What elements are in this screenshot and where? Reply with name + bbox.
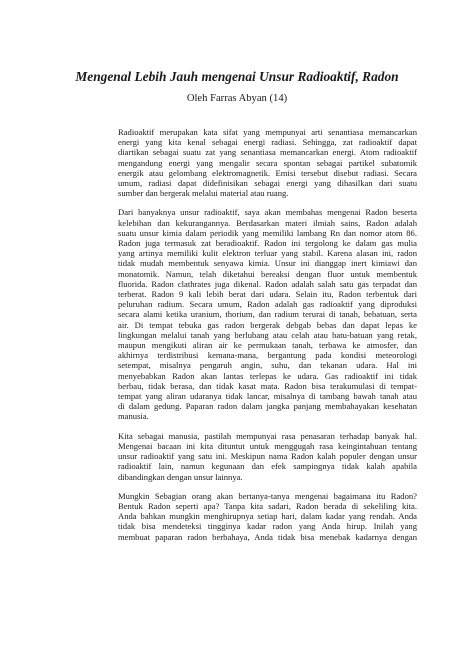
paragraph-line: manusia. xyxy=(118,411,149,422)
paragraph-line: menyebabkan Radon akan lantas terlepas ke udara. Gas radioaktif ini tidak xyxy=(118,370,417,381)
paragraph-line: Radon juga termasuk zat beradioaktif. Radon ini tergolong ke dalam gas mulia xyxy=(118,238,417,249)
paragraph-line: yang artinya memiliki kulit elektron terluar yang stabil. Karena alasan ini, radon xyxy=(118,248,417,259)
paragraph-line: umum, radiasi dapat didefinisikan sebagai energi yang dihasilkan dari suatu xyxy=(118,178,417,189)
paragraph-line: mengandung energi yang mengalir secara spontan sebagai partikel subatomik xyxy=(118,157,417,168)
paragraph-line: tidak bisa mendeteksi tingginya kadar radon yang Anda hirup. Inilah yang xyxy=(118,521,417,532)
paragraph-line: energik atau gelombang elektromagnetik. Emisi tersebut disebut radiasi. Secara xyxy=(118,167,417,178)
paragraph-line: monatomik. Namun, telah diketahui bereaksi dengan fluor untuk membentuk xyxy=(118,268,417,279)
paragraph-line: lingkungan melalui tanah yang berlubang atau celah atau batu-batuan yang retak, xyxy=(118,329,417,340)
paragraph-line: Kita sebagai manusia, pastilah mempunyai rasa penasaran terhadap banyak hal. xyxy=(118,430,417,441)
paragraph-line: Radioaktif merupakan kata sifat yang mempunyai arti senantiasa memancarkan xyxy=(118,127,417,137)
document-body xyxy=(118,127,417,551)
paragraph-line: membuat paparan radon berbahaya, Anda tidak bisa menebak kadarnya dengan xyxy=(118,531,417,542)
paragraph-line: Dari banyaknya unsur radioaktif, saya akan membahas mengenai Radon beserta xyxy=(118,207,417,218)
document-title: Mengenal Lebih Jauh mengenai Unsur Radioaktif, Radon xyxy=(75,69,399,84)
paragraph xyxy=(118,127,417,198)
paragraph-line: maupun mengikuti aliran air ke permukaan tanah, terbawa ke atmosfer, dan xyxy=(118,340,417,351)
paragraph-line: akhirnya terdistribusi kemana-mana, bergantung pada kondisi meteorologi xyxy=(118,350,417,361)
paragraph-line: fluorida. Radon clathrates juga dikenal. Radon adalah salah satu gas terpadat dan xyxy=(118,278,417,289)
paragraph-line: kelebihan dan kekurangannya. Berdasarkan materi ilmiah sains, Radon adalah xyxy=(118,217,417,228)
paragraph-line: tidak mudah membentuk senyawa kimia. Unsur ini dianggap inert kimiawi dan xyxy=(118,258,417,269)
paragraph-line: suatu unsur kimia dalam periodik yang memiliki lambang Rn dan nomor atom 86. xyxy=(118,227,417,238)
document-author: Oleh Farras Abyan (14) xyxy=(186,93,288,104)
paragraph-line: di dalam gedung. Paparan radon dalam jangka panjang membahayakan kesehatan xyxy=(118,401,417,412)
paragraph xyxy=(118,431,417,482)
paragraph-line: diartikan sebagai suatu zat yang senantiasa memancarkan energi. Atom radioaktif xyxy=(118,147,417,158)
paragraph-line: radioaktif lain, namun kegunaan dan efek sampingnya tidak kalah apabila xyxy=(118,461,417,472)
paragraph-line: setempat, misalnya pengaruh angin, suhu, dan tekanan udara. Hal ini xyxy=(118,360,417,371)
paragraph-line: unsur radioaktif yang satu ini. Meskipun nama Radon kalah populer dengan unsur xyxy=(118,451,417,462)
paragraph-line: terberat. Radon 9 kali lebih berat dari udara. Selain itu, Radon terbentuk dari xyxy=(118,289,417,300)
paragraph xyxy=(118,491,417,542)
paragraph-line: berbau, tidak berasa, dan tidak kasat mata. Radon bisa terakumulasi di tempat- xyxy=(118,380,417,391)
paragraph-line: peluruhan radium. Secara umum, Radon adalah gas radioaktif yang diproduksi xyxy=(118,299,417,310)
paragraph-line: secara alami ketika uranium, thorium, dan radium terurai di tanah, bebatuan, serta xyxy=(118,309,417,320)
paragraph-line: Mengenai bacaan ini kita dituntut untuk menggugah rasa keingintahuan tentang xyxy=(118,440,417,451)
paragraph-line: air. Di tempat tebuka gas radon bergerak debgab bebas dan dapat lepas ke xyxy=(118,319,417,330)
paragraph xyxy=(118,207,417,421)
paragraph-line: energi yang kita kenal sebagai energi radiasi. Sehingga, zat radioaktif dapat xyxy=(118,137,417,148)
paragraph-line: tempat yang aliran udaranya tidak lancar, misalnya di tambang bawah tanah atau xyxy=(118,391,417,402)
paragraph-line: Mungkin Sebagian orang akan bertanya-tanya mengenai bagaimana itu Radon? xyxy=(118,490,417,501)
paragraph-line: Anda bahkan mungkin menghirupnya setiap hari, dalam kadar yang rendah. Anda xyxy=(118,511,417,522)
paragraph-line: dibandingkan dengan unsur lainnya. xyxy=(118,471,243,482)
paragraph-line: Bentuk Radon seperti apa? Tanpa kita sadari, Radon berada di sekeliling kita. xyxy=(118,500,417,511)
paragraph-line: sumber dan bergerak melalui material atau ruang. xyxy=(118,188,289,199)
